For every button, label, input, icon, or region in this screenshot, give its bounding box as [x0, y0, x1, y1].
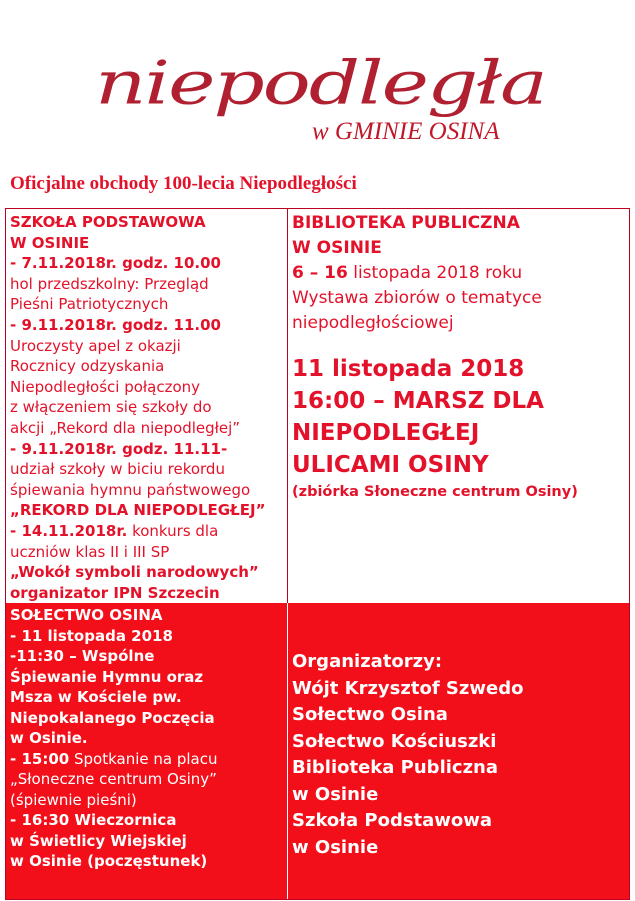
event-date: - 9.11.2018r. godz. 11.00: [10, 315, 221, 334]
event-text: - 16:30 Wieczornica: [10, 811, 177, 829]
biblioteka-title: BIBLIOTEKA PUBLICZNA: [292, 213, 520, 233]
event-text: Niepodległości połączony: [10, 377, 201, 396]
march-title: 16:00 – MARSZ DLA: [292, 388, 544, 414]
event-text: śpiewania hymnu państwowego: [10, 480, 251, 499]
event-date: - 9.11.2018r. godz. 11.11-: [10, 439, 228, 458]
event-text: Wystawa zbiorów o tematyce: [292, 288, 542, 308]
event-text: Msza w Kościele pw.: [10, 688, 182, 706]
event-date: - 14.11.2018r.: [10, 521, 128, 540]
march-title: NIEPODLEGŁEJ: [292, 420, 480, 446]
solectwo-title: SOŁECTWO OSINA: [10, 606, 163, 624]
organizer-item: Szkoła Podstawowa: [292, 810, 493, 831]
event-text: Uroczysty apel z okazji: [10, 336, 181, 355]
organizer-item: Biblioteka Publiczna: [292, 757, 499, 778]
organizer-item: w Osinie: [292, 836, 379, 858]
march-date: 11 listopada 2018: [292, 356, 525, 382]
organizatorzy-cell: [288, 603, 629, 899]
event-date: 6 – 16: [292, 263, 348, 283]
event-text: Niepokalanego Poczęcia: [10, 708, 215, 727]
event-text: „Wokół symboli narodowych”: [10, 563, 259, 582]
event-text: Śpiewanie Hymnu oraz: [10, 667, 204, 686]
event-date: - 15:00: [10, 749, 70, 768]
organizer-item: Wójt Krzysztof Szwedo: [292, 677, 524, 699]
biblioteka-title-2: W OSINIE: [292, 238, 382, 258]
logo-subtitle: w GMINIE OSINA: [312, 118, 500, 145]
page-subtitle: Oficjalne obchody 100-lecia Niepodległości: [10, 173, 357, 194]
organizer-item: Sołectwo Osina: [292, 704, 448, 725]
event-text: „Słoneczne centrum Osiny”: [10, 770, 217, 788]
event-text: udział szkoły w biciu rekordu: [10, 460, 225, 479]
organizatorzy-title: Organizatorzy:: [292, 651, 443, 672]
szkola-title-2: W OSINIE: [10, 233, 90, 252]
event-text: w Osinie.: [10, 729, 88, 747]
event-text: Spotkanie na placu: [69, 749, 218, 768]
program-grid: [5, 208, 630, 900]
event-text: konkurs dla: [127, 521, 219, 540]
event-text: -11:30 – Wspólne: [10, 647, 155, 665]
organizer-item: w Osinie: [292, 783, 379, 805]
march-title: ULICAMI OSINY: [292, 452, 489, 478]
event-text: z włączeniem się szkoły do: [10, 398, 212, 417]
event-text: „REKORD DLA NIEPODLEGŁEJ”: [10, 501, 266, 520]
event-date: - 7.11.2018r. godz. 10.00: [10, 254, 221, 273]
event-text: hol przedszkolny: Przegląd: [10, 274, 209, 293]
szkola-title: SZKOŁA PODSTAWOWA: [10, 213, 206, 231]
event-line: [10, 749, 283, 770]
event-text: Rocznicy odzyskania: [10, 357, 165, 376]
event-line: [10, 521, 283, 542]
event-text: w Osinie (poczęstunek): [10, 852, 208, 870]
logo-text: niepodległa: [95, 48, 546, 118]
event-text: organizator IPN Szczecin: [10, 583, 220, 602]
event-text: Pieśni Patriotycznych: [10, 295, 169, 314]
event-text: uczniów klas II i III SP: [10, 542, 170, 561]
event-text: listopada 2018 roku: [347, 263, 523, 283]
solectwo-cell: [6, 603, 288, 899]
march-note: (zbiórka Słoneczne centrum Osiny): [292, 484, 578, 500]
event-date: - 11 listopada 2018: [10, 626, 173, 645]
event-text: niepodległościowej: [292, 313, 454, 333]
event-text: w Świetlicy Wiejskiej: [10, 831, 187, 850]
event-line: [292, 261, 625, 286]
szkola-cell: [6, 209, 288, 603]
event-text: (śpiewnie pieśni): [10, 790, 137, 809]
biblioteka-cell: [288, 209, 629, 603]
event-text: akcji „Rekord dla niepodległej”: [10, 418, 241, 437]
organizer-item: Sołectwo Kościuszki: [292, 730, 497, 752]
